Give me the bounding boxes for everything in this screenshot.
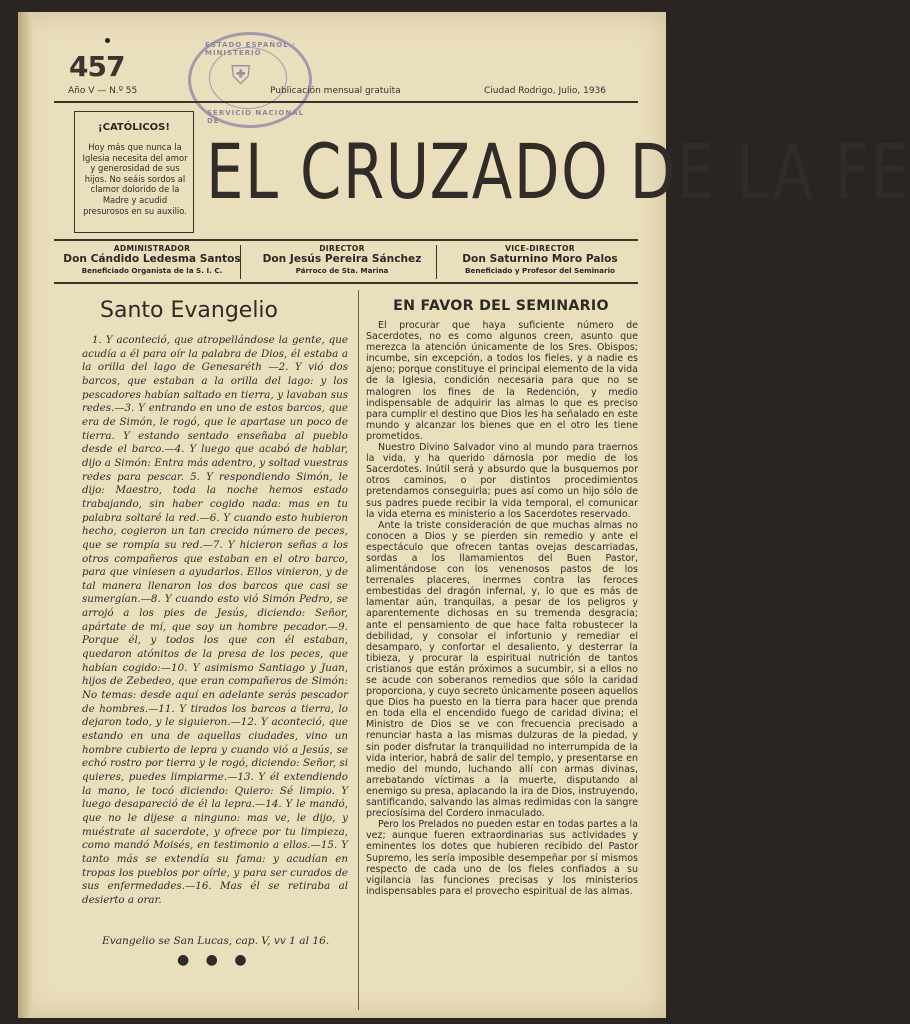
- staff-detail: Beneficiado y Profesor del Seminario: [465, 266, 615, 275]
- seminario-heading: EN FAVOR DEL SEMINARIO: [393, 298, 609, 314]
- staff-divider: [240, 245, 241, 279]
- staff-administrator: [54, 244, 250, 275]
- staff-role: ADMINISTRADOR: [113, 244, 191, 253]
- staff-role: DIRECTOR: [319, 244, 365, 253]
- ink-dot: [105, 38, 110, 43]
- staff-detail: Párroco de Sta. Marina: [295, 266, 389, 275]
- archive-stamp: [188, 32, 312, 128]
- seminario-paragraph: El procurar que haya suficiente número de Sacerdotes, no es como algunos creen, asunto que merezca la atención únicamente de los Sres. Obispos; incumbe, sin excepción, a todos los fieles, y a nadie es ajeno; porque constituye el principal elemento de la vida de la Iglesia, condición necesaria para que no se malogren los fines de la Redención, y medio indispensable de adquirir las almas lo que es preciso para cumplir el destino que Dios les ha señalado en este mundo y alcanzar los bienes que en el otro les tiene prometidos.: [366, 320, 638, 442]
- stamp-text-top: ESTADO ESPAÑOL · MINISTERIO: [205, 41, 296, 57]
- notice-title: ¡CATÓLICOS!: [98, 122, 170, 133]
- publication-note: Publicación mensual gratuita: [270, 86, 401, 96]
- seminario-paragraph: Pero los Prelados no pueden estar en todas partes a la vez; aunque fueren extraordinarias sus actividades y eminentes los dotes que hubieren recibido del Pastor Supremo, les sería imposible desempeñar por sí mismos respecto de cada uno de los fieles confiados a su vigilancia las funciones precisas y los ministerios indispensables para el provecho espiritual de las almas.: [366, 819, 638, 897]
- staff-name: Don Cándido Ledesma Santos: [63, 253, 241, 265]
- staff-vice-director: [442, 244, 638, 275]
- header-rule: [54, 101, 638, 103]
- newspaper-page: [18, 12, 910, 1018]
- catolicos-notice: [74, 111, 194, 233]
- stamp-text-bottom: SERVICIO NACIONAL DE: [207, 109, 305, 125]
- column-divider: [358, 290, 359, 1010]
- staff-role: VICE-DIRECTOR: [505, 244, 575, 253]
- seminario-text: [366, 320, 638, 897]
- evangelio-text: [82, 334, 348, 908]
- seminario-paragraph: Ante la triste consideración de que muchas almas no conocen a Dios y se pierden sin remedio y ante el espectáculo que ofrecen tantas ovejas descarriadas, sordas a los llamamientos del Buen Pastor, alimentándose con los venenosos pastos de los terrenales placeres, inermes contra las feroces embestidas del dragón infernal, y, lo que es más de lamentar aún, tranquilas, a pesar de los peligros y aparentemente dichosas en su tremenda desgracia; ante el pensamiento de que hace falta robustecer la debilidad, y consolar el infortunio y remediar el desamparo, y confortar el desaliento, y desterrar la tibieza, y procurar la espiritual nutrición de tantos cristianos que están próximos a sucumbir, si a ellos no se acude con soberanos remedios que sólo la caridad proporciona, y cuyo secreto únicamente poseen aquellos que Dios ha puesto en la tierra para hacer que prenda en toda ella el encendido fuego de caridad divina; el Ministro de Dios se ve con frecuencia precisado a renunciar hasta a las mismas dulzuras de la piedad, y sin poder disfrutar la tranquilidad no interrumpida de la vida interior, habrá de salir del templo, y presentarse en medio del mundo, luchando allí con armas divinas, arrebatando víctimas a la muerte, disputando al enemigo su presa, aplacando la ira de Dios, instruyendo, santificando, salvando las almas redimidas con la sangre preciosísima del Cordero inmaculado.: [366, 519, 638, 820]
- evangelio-citation: Evangelio se San Lucas, cap. V, vv 1 al 16.: [102, 935, 330, 947]
- issue-number: Año V — N.º 55: [68, 86, 138, 96]
- staff-bottom-rule: [54, 282, 638, 284]
- staff-top-rule: [54, 239, 638, 241]
- ornament-dots: ● ● ●: [177, 952, 253, 968]
- staff-name: Don Jesús Pereira Sánchez: [262, 253, 422, 265]
- evangelio-paragraph: 1. Y aconteció, que atropellándose la gente, que acudía a él para oír la palabra de Dios, él estaba a la orilla del lago de Genesaréth —2. Y vió dos barcos, que estaban a la orilla del lago: y los pescadores habían saltado en tierra, y lavaban sus redes.—3. Y entrando en uno de estos barcos, que era de Simón, le rogó, que le apartase un poco de tierra. Y estando sentado enseñaba al pueblo desde el barco.—4. Y luego que acabó de hablar, dijo a Simón: Entra más adentro, y soltad vuestras redes para pescar. 5. Y respondiendo Simón, le dijo: Maestro, toda la noche hemos estado trabajando, sin haber cogido nada: mas en tu palabra soltaré la red.—6. Y cuando esto hubieron hecho, cogieron un tan crecido número de peces, que se rompía su red.—7. Y hicieron señas a los otros compañeros que estaban en el otro barco, para que viniesen a ayudarlos. Ellos vinieron, y de tal manera llenaron los dos barcos que casi se sumergían.—8. Y cuando esto vió Simón Pedro, se arrojó a los pies de Jesús, diciendo: Señor, apártate de mí, que soy un hombre pecador.—9. Porque él, y todos los que con él estaban, quedaron atónitos de la presa de los peces, que habían cogido:—10. Y asimismo Santiago y Juan, hijos de Zebedeo, que eran compañeros de Simón: No temas: desde aquí en adelante serás pescador de hombres.—11. Y tirados los barcos a tierra, lo dejaron todo, y le siguieron.—12. Y aconteció, que estando en una de aquellas ciudades, vino un hombre cubierto de lepra y cuando vió a Jesús, se echó rostro por tierra y le rogó, diciendo: Señor, si quieres, puedes limpiarme.—13. Y él extendiendo la mano, le tocó diciendo: Quiero: Sé limpio. Y luego desapareció de él la lepra.—14. Y le mandó, que no le dijese a ninguno: mas ve, le dijo, y muéstrate al sacerdote, y ofrece por tu limpieza, como mandó Moisés, en testimonio a ellos.—15. Y tanto más se extendía su fama: y acudían en tropas los pueblos por oírle, y para ser curados de sus enfermedades.—16. Mas él se retiraba al desierto a orar.: [82, 334, 348, 906]
- place-date: Ciudad Rodrigo, Julio, 1936: [484, 86, 606, 96]
- masthead-title: EL CRUZADO DE LA FE: [206, 127, 910, 216]
- handwritten-number: 457: [69, 50, 125, 83]
- crest-icon: ⛨: [231, 61, 251, 91]
- notice-body: Hoy más que nunca la Iglesia necesita del amor y generosidad de sus hijos. No seáis sordos al clamor dolorido de la Madre y acudid presurosos en su auxilio.: [82, 142, 188, 216]
- binding-edge: [18, 12, 32, 1018]
- staff-detail: Beneficiado Organista de la S. I. C.: [81, 266, 223, 275]
- staff-divider: [436, 245, 437, 279]
- staff-name: Don Saturnino Moro Palos: [462, 253, 618, 265]
- evangelio-heading: Santo Evangelio: [100, 298, 278, 323]
- seminario-paragraph: Nuestro Divino Salvador vino al mundo para traernos la vida, y ha querido dárnosla por medio de los Sacerdotes. Inútil será y absurdo que la busquemos por otros caminos, o por distintos procedimientos pretendamos conseguirla; pues así como un hijo sólo de sus padres puede recibir la vida temporal, el comunicar la vida eterna es ministerio a los Sacerdotes reservado.: [366, 442, 638, 520]
- staff-director: [244, 244, 440, 275]
